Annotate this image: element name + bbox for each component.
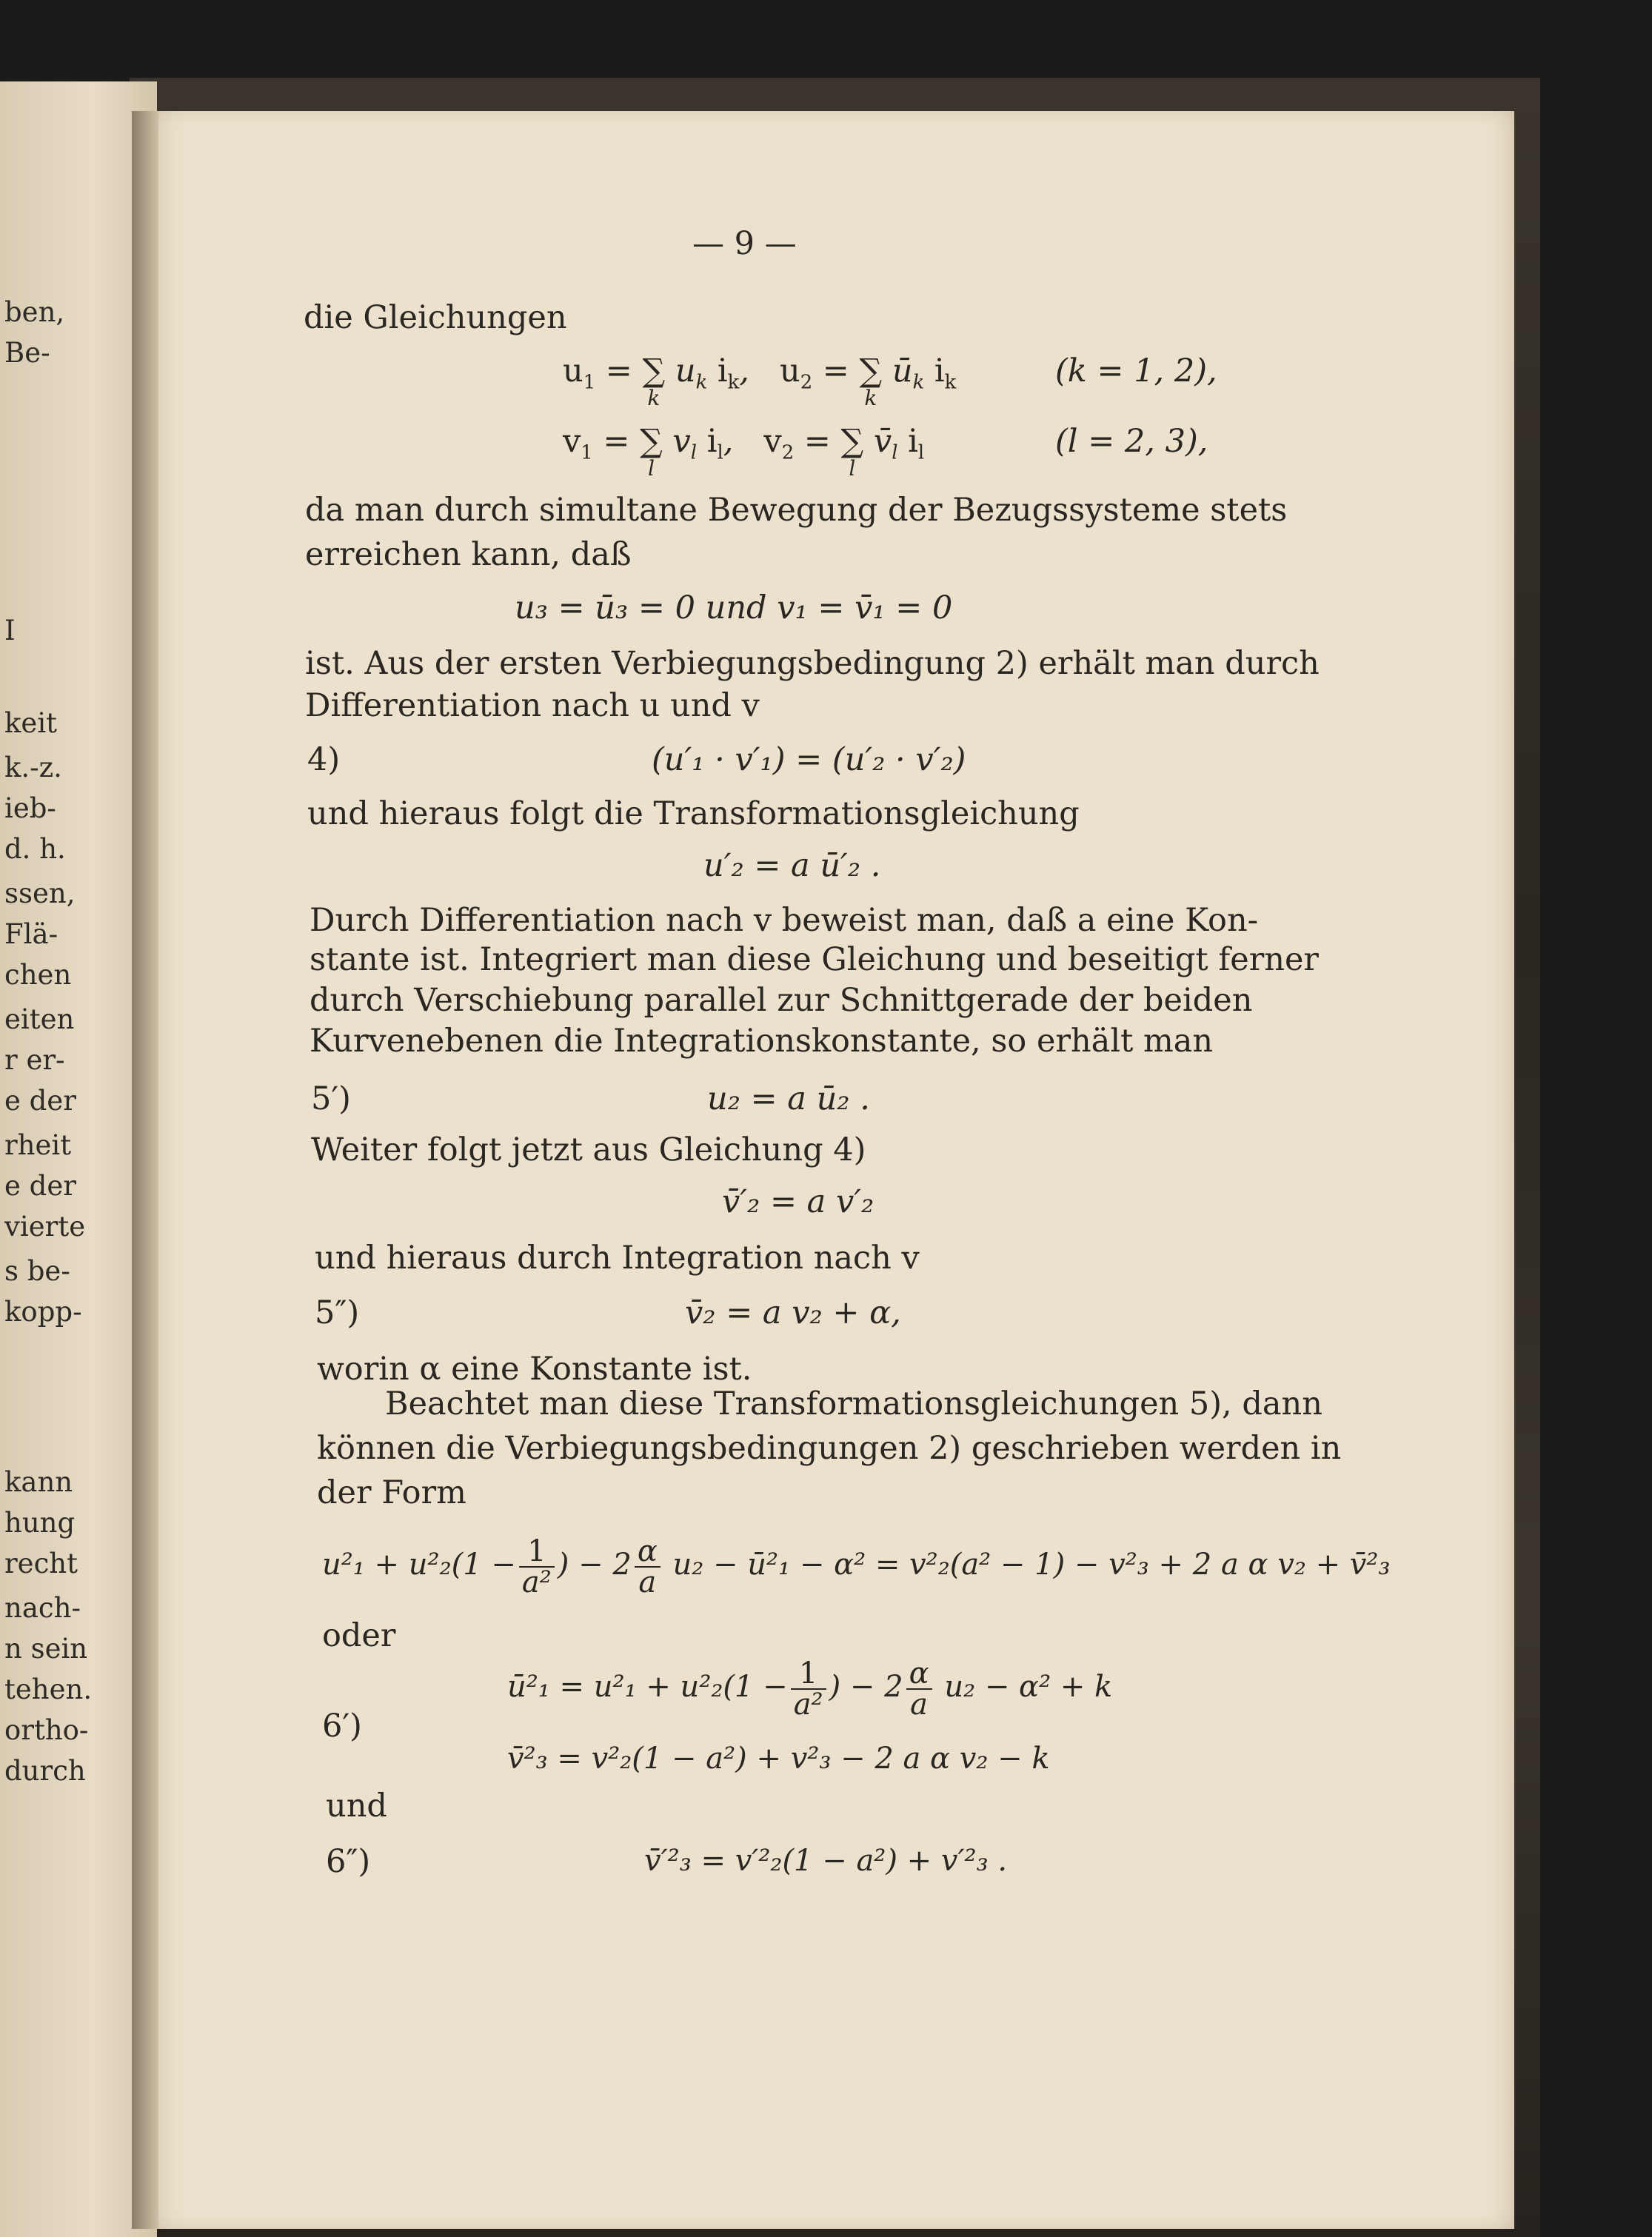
text-line: Kurvenebenen die Integrationskonstante, so erhält man	[310, 1023, 1214, 1060]
left-fragment: hung	[4, 1507, 76, 1539]
left-fragment: ben,	[4, 296, 65, 328]
equation-5: u₂ = a ū₂ .	[707, 1080, 870, 1117]
equation-label: 5″)	[315, 1294, 360, 1331]
equation-label: 6″)	[326, 1843, 371, 1880]
text-line: durch Verschiebung parallel zur Schnittgerade der beiden	[310, 982, 1253, 1019]
text-line: oder	[322, 1617, 396, 1654]
left-fragment: keit	[4, 707, 58, 739]
equation-6a: ū²₁ = u²₁ + u²₂(1 − $\frac{1}{\text{a²}}$ ) − 2 $\frac{\alpha}{a}$ u₂ − α² + k	[507, 1656, 1113, 1722]
equation-v: $v_1$ = ∑ l $v_l$ $i_l$, $v_2$ = ∑ l $v̄_l$ $i_l$	[563, 423, 925, 481]
book-gutter	[132, 111, 158, 2229]
text-line: die Gleichungen	[304, 299, 567, 336]
equation-zero: u₃ = ū₃ = 0 und v₁ = v̄₁ = 0	[515, 589, 953, 626]
left-fragment: vierte	[4, 1211, 86, 1243]
text-line: worin α eine Konstante ist.	[317, 1351, 752, 1388]
text-line: stante ist. Integriert man diese Gleichung und beseitigt ferner	[310, 941, 1319, 978]
left-fragment: s be-	[4, 1255, 70, 1287]
text-line: ist. Aus der ersten Verbiegungsbedingung 2) erhält man durch	[305, 645, 1320, 682]
left-fragment: nach-	[4, 1592, 81, 1624]
text-line: und	[326, 1788, 387, 1825]
equation-label: 5′)	[311, 1080, 351, 1117]
left-fragment: durch	[4, 1755, 86, 1787]
equation-big: u²₁ + u²₂(1 − $\frac{1}{\text{a²}}$ ) − 2 $\frac{\alpha}{a}$ u₂ − ū²₁ − α² = v²₂(a² − 1) − v²₃ + 2 a α v₂ + v̄²₃	[322, 1534, 1391, 1599]
left-fragment: n sein	[4, 1633, 88, 1665]
text-line: da man durch simultane Bewegung der Bezugssysteme stets	[305, 492, 1288, 529]
left-fragment: r er-	[4, 1044, 65, 1076]
left-fragment: e der	[4, 1170, 76, 1202]
equation-4: (u′₁ · v′₁) = (u′₂ · v′₂)	[652, 741, 966, 778]
left-fragment: tehen.	[4, 1673, 93, 1705]
left-fragment: rheit	[4, 1129, 72, 1161]
left-fragment: ortho-	[4, 1714, 89, 1746]
equation-v2: v̄′₂ = a v′₂	[722, 1183, 875, 1220]
left-fragment: eiten	[4, 1003, 75, 1035]
left-fragment: chen	[4, 959, 72, 991]
equation-6b: v̄²₃ = v²₂(1 − a²) + v²₃ − 2 a α v₂ − k	[507, 1742, 1050, 1776]
text-line: und hieraus durch Integration nach v	[315, 1240, 920, 1277]
text-line: Durch Differentiation nach v beweist man, daß a eine Kon-	[310, 902, 1259, 939]
equation-v-range: (l = 2, 3),	[1055, 423, 1208, 460]
equation-transform: u′₂ = a ū′₂ .	[703, 847, 881, 884]
left-fragment: d. h.	[4, 833, 66, 865]
text-line: der Form	[317, 1474, 466, 1511]
left-fragment: Be-	[4, 337, 50, 369]
text-line: Weiter folgt jetzt aus Gleichung 4)	[311, 1131, 866, 1168]
equation-u-range: (k = 1, 2),	[1055, 352, 1217, 389]
left-fragment: Flä-	[4, 918, 58, 950]
text-line: Beachtet man diese Transformationsgleichungen 5), dann	[385, 1385, 1322, 1422]
text-line: erreichen kann, daß	[305, 536, 632, 573]
left-fragment: I	[4, 615, 16, 646]
text-line: können die Verbiegungsbedingungen 2) geschrieben werden in	[317, 1430, 1342, 1467]
left-fragment: ieb-	[4, 792, 56, 824]
page-number: — 9 —	[692, 225, 797, 262]
equation-label: 6′)	[322, 1708, 362, 1745]
left-fragment: recht	[4, 1548, 78, 1579]
equation-5b: v̄₂ = a v₂ + α,	[685, 1294, 901, 1331]
text-line: und hieraus folgt die Transformationsgleichung	[307, 795, 1080, 832]
equation-label: 4)	[307, 741, 341, 778]
left-fragment: kopp-	[4, 1296, 82, 1328]
left-fragment: ssen,	[4, 877, 76, 909]
left-fragment: k.-z.	[4, 752, 62, 783]
left-fragment: e der	[4, 1085, 76, 1117]
text-line: Differentiation nach u und v	[305, 687, 760, 724]
equation-6c: v̄′²₃ = v′²₂(1 − a²) + v′²₃ .	[644, 1844, 1008, 1878]
left-fragment: kann	[4, 1466, 73, 1498]
equation-u: $u_1$ = ∑ k $u_k$ $i_k$, $u_2$ = ∑ k $ū_k$ $i_k$	[563, 352, 957, 410]
